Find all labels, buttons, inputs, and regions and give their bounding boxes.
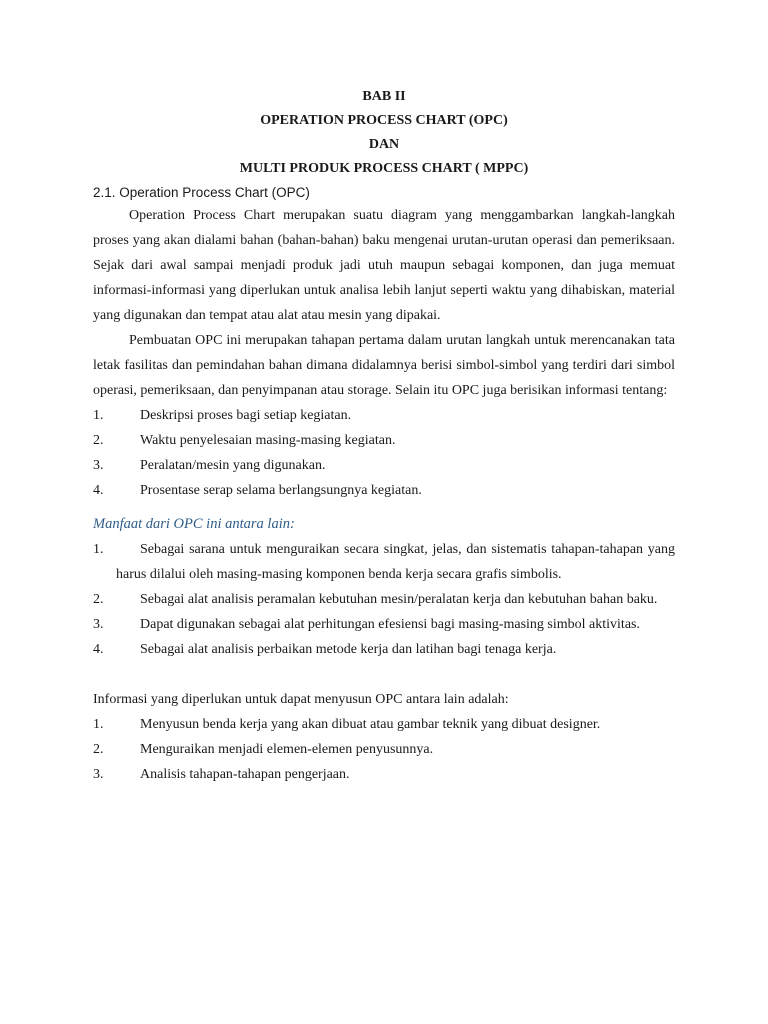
benefits-list [93, 537, 675, 662]
list-item [93, 453, 675, 478]
list-item-text: Menguraikan menjadi elemen-elemen penyusunnya. [140, 742, 434, 757]
document-page [93, 85, 675, 787]
list-item-number: 3. [93, 458, 104, 473]
list-item-number: 2. [93, 742, 104, 757]
paragraph-opc-definition: Operation Process Chart merupakan suatu diagram yang menggambarkan langkah-langkah proses yang akan dialami bahan (bahan-bahan) baku mengenai urutan-urutan operasi dan pemeriksaan. Sejak dari awal sampai menjadi produk jadi utuh maupun sebagai komponen, dan juga memuat informasi-informasi yang diperlukan untuk analisa lebih lanjut seperti waktu yang dihabiskan, material yang digunakan dan tempat atau alat atau mesin yang dipakai. [93, 208, 675, 323]
list-item-text: Sebagai alat analisis perbaikan metode kerja dan latihan bagi tenaga kerja. [140, 642, 557, 657]
list-item [93, 712, 675, 737]
chapter-number: BAB II [362, 89, 406, 104]
info-list [93, 712, 675, 787]
list-item [93, 612, 675, 637]
list-item [93, 637, 675, 662]
list-item-text: Deskripsi proses bagi setiap kegiatan. [140, 408, 352, 423]
list-item [93, 428, 675, 453]
paragraph-opc-purpose: Pembuatan OPC ini merupakan tahapan pertama dalam urutan langkah untuk merencanakan tata letak fasilitas dan pemindahan bahan dimana didalamnya berisi simbol-simbol yang terdiri dari simbol operasi, pemeriksaan, dan penyimpanan atau storage. Selain itu OPC juga berisikan informasi tentang: [93, 333, 675, 398]
list-item-text: Waktu penyelesaian masing-masing kegiatan. [140, 433, 396, 448]
list-item-number: 1. [93, 542, 104, 557]
list-item-text: Sebagai sarana untuk menguraikan secara singkat, jelas, dan sistematis tahapan-tahapan yang harus dilalui oleh masing-masing komponen benda kerja secara grafis simbolis. [116, 542, 675, 582]
list-item-text: Prosentase serap selama berlangsungnya kegiatan. [140, 483, 422, 498]
list-item-number: 2. [93, 433, 104, 448]
list-item [93, 403, 675, 428]
list-item [93, 478, 675, 503]
chapter-title-conjunction: DAN [368, 137, 400, 152]
list-item-text: Sebagai alat analisis peramalan kebutuhan mesin/peralatan kerja dan kebutuhan bahan baku. [140, 592, 658, 607]
info-intro: Informasi yang diperlukan untuk dapat menyusun OPC antara lain adalah: [93, 692, 509, 707]
list-item-text: Peralatan/mesin yang digunakan. [140, 458, 326, 473]
paragraph-spacer [93, 662, 675, 687]
list-item [93, 762, 675, 787]
list-item [93, 587, 675, 612]
list-item [93, 537, 675, 587]
chapter-subtitle: MULTI PRODUK PROCESS CHART ( MPPC) [239, 161, 529, 176]
chapter-title: OPERATION PROCESS CHART (OPC) [260, 113, 508, 128]
list-item [93, 737, 675, 762]
chapter-title-block [93, 85, 675, 181]
list-item-number: 2. [93, 592, 104, 607]
list-item-text: Analisis tahapan-tahapan pengerjaan. [140, 767, 350, 782]
list-item-number: 4. [93, 483, 104, 498]
list-item-number: 1. [93, 408, 104, 423]
opc-info-list [93, 403, 675, 503]
list-item-number: 4. [93, 642, 104, 657]
list-item-number: 3. [93, 767, 104, 782]
section-heading: 2.1. Operation Process Chart (OPC) [93, 185, 310, 200]
benefits-heading: Manfaat dari OPC ini antara lain: [93, 516, 295, 532]
list-item-number: 1. [93, 717, 104, 732]
list-item-number: 3. [93, 617, 104, 632]
list-item-text: Dapat digunakan sebagai alat perhitungan efesiensi bagi masing-masing simbol aktivitas. [140, 617, 640, 632]
list-item-text: Menyusun benda kerja yang akan dibuat atau gambar teknik yang dibuat designer. [140, 717, 601, 732]
